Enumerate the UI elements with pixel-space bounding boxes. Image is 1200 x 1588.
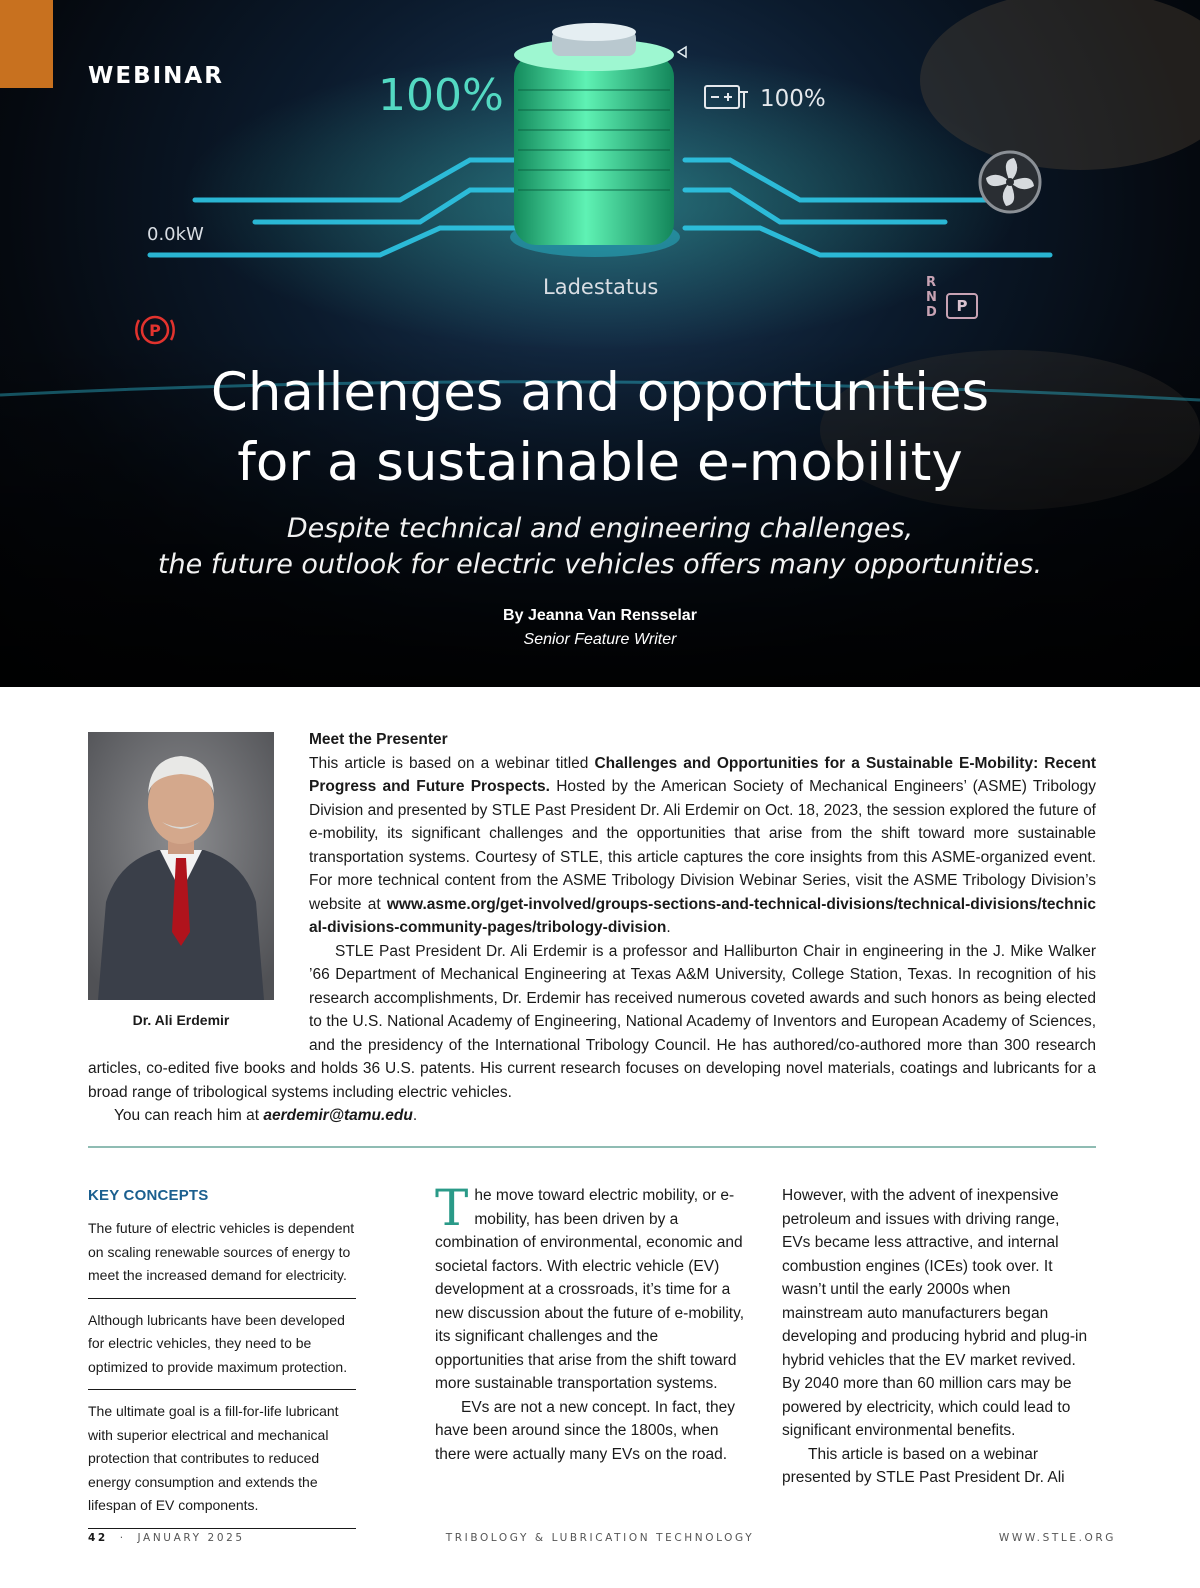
drop-cap: T [435, 1179, 469, 1237]
presenter-email-link[interactable]: aerdemir@tamu.edu [263, 1107, 413, 1124]
page-number: 42 [88, 1532, 108, 1544]
key-concepts-list [88, 1217, 356, 1539]
article-subtitle [0, 511, 1200, 583]
body-paragraph: However, with the advent of inexpensive petroleum and issues with driving range, EVs became less attractive, and internal combustion engines (ICEs) took over. It wasn’t until the early 2000s when mainstream auto manufacturers began developing and producing hybrid and plug-in hybrid vehicles that the EV market revived. By 2040 more than 60 million cars may be powered by electricity, which could lead to significant environmental benefits. [782, 1187, 1088, 1439]
presenter-paragraph-2: STLE Past President Dr. Ali Erdemir is a professor and Halliburton Chair in engineering in the J. Mike Walker ’66 Department of Mechanical Engineering at Texas A&M University, College Station, Texas. In recognition of his research accomplishments, Dr. Erdemir has received numerous coveted awards and such honors as being elected to the U.S. National Academy of Engineering, National Academy of Inventors and European Academy of Sciences, and the presidency of the International Tribology Council. He has authored/co-authored more than 300 research articles, co-edited five books and holds 36 U.S. patents. His current research focuses on developing novel materials, coatings and lubricants for a broad range of tribological systems including electric vehicles. [88, 942, 1096, 1101]
presenter-paragraph-3: You can reach him at aerdemir@tamu.edu. [114, 1107, 418, 1124]
body-paragraph: This article is based on a webinar presented by STLE Past President Dr. Ali [782, 1445, 1065, 1486]
battery-icon [510, 23, 680, 257]
battery-percent-small: 100% [760, 86, 826, 112]
footer-separator: · [119, 1532, 126, 1544]
asme-link[interactable]: www.asme.org/get-involved/groups-sections-and-technical-divisions/technical-divisions/technical-divisions-community-pages/tribology-division [309, 895, 1096, 936]
meet-the-presenter [88, 728, 1096, 1128]
website-link[interactable]: WWW.STLE.ORG [998, 1532, 1116, 1544]
key-concept-item: Although lubricants have been developed for electric vehicles, they need to be optimized to provide maximum protection. [88, 1309, 356, 1391]
body-paragraph: EVs are not a new concept. In fact, they have been around since the 1800s, when there were actually many EVs on the road. [435, 1398, 735, 1463]
gear-r: R [926, 275, 937, 290]
title-line-2: for a sustainable e-mobility [237, 432, 963, 493]
gear-d: D [926, 305, 937, 320]
author-role: Senior Feature Writer [523, 631, 677, 648]
key-concept-item: The future of electric vehicles is dependent on scaling renewable sources of energy to meet the increased demand for electricity. [88, 1217, 356, 1299]
title-line-1: Challenges and opportunities [210, 362, 990, 423]
presenter-heading: Meet the Presenter [309, 731, 448, 748]
presenter-paragraph-1: This article is based on a webinar titled Challenges and Opportunities for a Sustainable E-Mobility: Recent Progress and Future Prospects. Hosted by the American Society of Mechanical Engineers’ (ASME) Tribology Division and presented by STLE Past President Dr. Ali Erdemir on Oct. 18, 2023, the session explored the future of e-mobility, its significant challenges and the opportunities that arise from the shift toward more sustainable transportation systems. Courtesy of STLE, this article captures the core insights from this ASME-organized event. For more technical content from the ASME Tribology Division Webinar Series, visit the ASME Tribology Division’s website at www.asme.org/get-involved/groups-sections-and-technical-divisions/technical-divisions/technical-divisions-community-pages/tribology-division. [309, 754, 1096, 936]
key-concept-item: The ultimate goal is a fill-for-life lubricant with superior electrical and mechanical protection that contributes to reduced energy consumption and extends the lifespan of EV components. [88, 1400, 356, 1529]
gear-selector [926, 275, 937, 320]
section-tab [0, 0, 53, 88]
dashboard-illustration [0, 0, 1200, 687]
hero-banner [0, 0, 1200, 687]
article-title [0, 358, 1200, 498]
gear-p-selected: P [946, 293, 978, 319]
issue-date: JANUARY 2025 [137, 1532, 245, 1544]
svg-text:P: P [149, 321, 161, 340]
power-readout: 0.0kW [147, 224, 204, 245]
section-kicker: WEBINAR [88, 63, 224, 89]
body-paragraph: he move toward electric mobility, or e-mobility, has been driven by a combination of environmental, economic and societal factors. With electric vehicle (EV) development at a crossroads, it’s time for a new discussion about the future of e-mobility, its significant challenges and the opportunities that arise from the shift toward more sustainable transportation systems. [435, 1187, 745, 1392]
presenter-caption: Dr. Ali Erdemir [132, 1012, 230, 1028]
body-column-1 [435, 1179, 745, 1466]
body-column-2 [782, 1184, 1092, 1490]
section-divider [88, 1146, 1096, 1148]
fan-icon [980, 152, 1040, 212]
battery-percent-large: 100% [378, 70, 504, 121]
webinar-title: Challenges and Opportunities for a Sustainable E-Mobility: Recent Progress and Future Prospects. [309, 754, 1096, 795]
subtitle-line-2: the future outlook for electric vehicles offers many opportunities. [157, 549, 1043, 580]
key-concepts-heading: KEY CONCEPTS [88, 1187, 209, 1204]
subtitle-line-1: Despite technical and engineering challenges, [286, 513, 914, 544]
publication-name: TRIBOLOGY & LUBRICATION TECHNOLOGY [445, 1532, 755, 1544]
charge-status-label: Ladestatus [543, 275, 659, 299]
parking-brake-icon [136, 317, 173, 343]
gear-n: N [926, 290, 937, 305]
author-byline: By Jeanna Van Rensselar [503, 607, 697, 624]
